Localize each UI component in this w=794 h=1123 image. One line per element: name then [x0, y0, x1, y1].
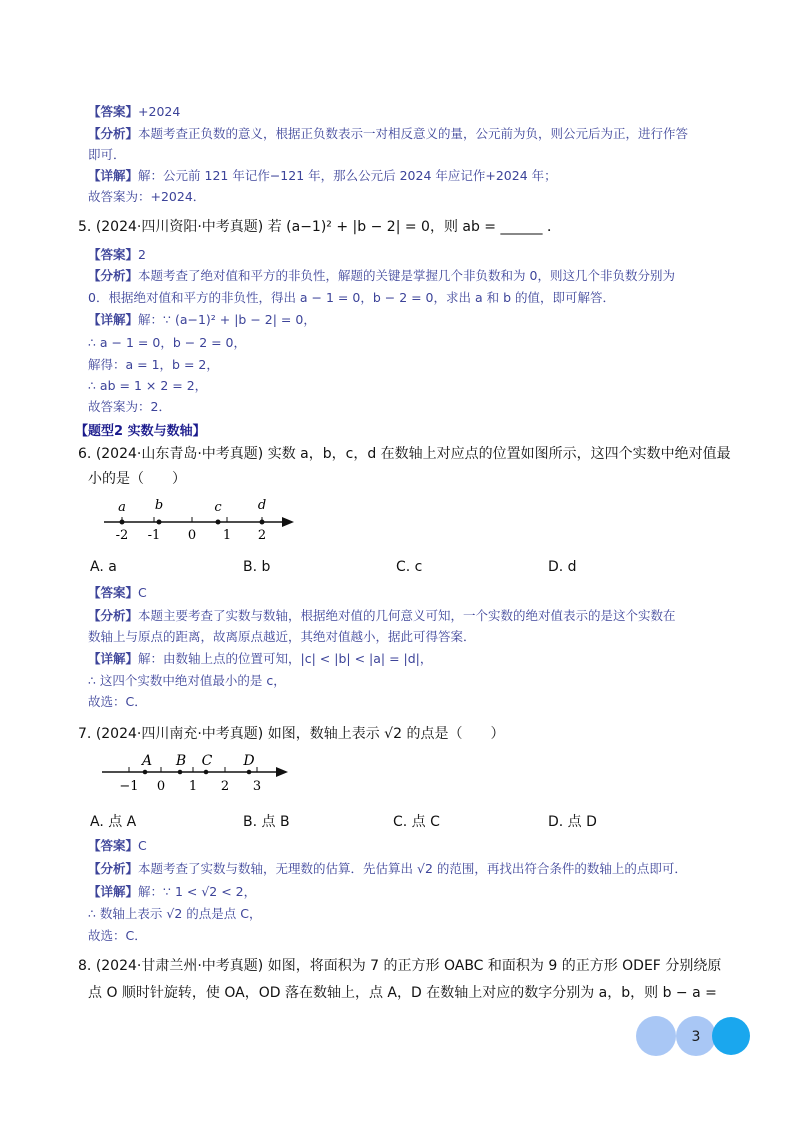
- tick-label: 1: [222, 528, 232, 543]
- point-label: d: [257, 498, 267, 513]
- detail-text: 解：∵ 1 < √2 < 2，: [138, 884, 257, 899]
- section-heading: 【题型2 实数与数轴】: [75, 424, 206, 439]
- axis-arrow: [276, 767, 288, 777]
- analysis-text: 数轴上与原点的距离，故离原点越近，其绝对值越小，据此可得答案．: [88, 629, 476, 644]
- detail-text: ∴ a − 1 = 0，b − 2 = 0，: [88, 335, 247, 350]
- point-A: [143, 770, 148, 775]
- question-text: 小的是（ ）: [88, 471, 186, 487]
- detail-text: ∴ ab = 1 × 2 = 2，: [88, 378, 208, 393]
- answer-tag: 【答案】: [88, 585, 139, 600]
- question-text: (2024·四川资阳·中考真题) 若 (a−1)² + |b − 2| = 0，则 ab = ______ ．: [95, 219, 561, 235]
- tick-label: 2: [257, 528, 267, 543]
- question-8: [78, 954, 721, 978]
- point-label: c: [214, 500, 222, 515]
- detail-text: 故答案为：+2024．: [88, 189, 206, 204]
- option-c[interactable]: C. c: [396, 559, 423, 575]
- answer-tag: 【答案】: [88, 104, 139, 119]
- detail-text: 故答案为：2．: [88, 399, 171, 414]
- answer-tag: 【答案】: [88, 838, 139, 853]
- point-c: [216, 520, 221, 525]
- question-number: 7.: [78, 726, 92, 742]
- option-c[interactable]: C. 点 C: [393, 814, 440, 830]
- analysis-text: 本题考查了实数与数轴，无理数的估算．先估算出 √2 的范围，再找出符合条件的数轴上的点即可．: [138, 861, 687, 876]
- point-C: [204, 770, 209, 775]
- tick-label: 1: [188, 779, 198, 794]
- tick-label: -2: [115, 528, 129, 543]
- page-number: 3: [691, 1029, 701, 1045]
- detail-text: 解：∵ (a−1)² + |b − 2| = 0，: [138, 312, 316, 327]
- analysis-text: 本题主要考查了实数与数轴，根据绝对值的几何意义可知，一个实数的绝对值表示的是这个实数在: [138, 608, 676, 623]
- tick-label: 0: [187, 528, 197, 543]
- question-number: 8.: [78, 958, 92, 974]
- page-number-badge: [634, 1015, 754, 1059]
- tick-label: -1: [147, 528, 161, 543]
- analysis-text: 本题考查正负数的意义，根据正负数表示一对相反意义的量，公元前为负，则公元后为正，进行作答: [138, 126, 689, 141]
- point-label: A: [141, 753, 153, 769]
- analysis-tag: 【分析】: [88, 126, 139, 141]
- answer-value: +2024: [138, 104, 181, 119]
- analysis-text: 即可．: [88, 147, 126, 162]
- tick-label: −1: [119, 779, 139, 794]
- option-d[interactable]: D. d: [548, 559, 577, 575]
- point-label: B: [175, 753, 187, 769]
- answer-tag: 【答案】: [88, 247, 139, 262]
- tick-label: 3: [252, 779, 262, 794]
- question-text: (2024·四川南充·中考真题) 如图，数轴上表示 √2 的点是（ ）: [95, 726, 505, 742]
- detail-text: 故选：C．: [88, 928, 147, 943]
- detail-tag: 【详解】: [88, 168, 139, 183]
- question-text: 点 O 顺时针旋转，使 OA，OD 落在数轴上，点 A，D 在数轴上对应的数字分别为 a，b，则 b − a =: [88, 985, 717, 1001]
- option-a[interactable]: A. a: [90, 559, 117, 575]
- detail-text: 解：公元前 121 年记作−121 年，那么公元后 2024 年应记作+2024 年；: [138, 168, 557, 183]
- badge-light-circle: [636, 1016, 676, 1056]
- analysis-tag: 【分析】: [88, 268, 139, 283]
- question-number: 6.: [78, 446, 92, 462]
- analysis-text: 本题考查了绝对值和平方的非负性，解题的关键是掌握几个非负数和为 0，则这几个非负数分别为: [138, 268, 675, 283]
- axis-arrow: [282, 517, 294, 527]
- number-line-figure-6: [100, 495, 300, 545]
- question-7: [78, 722, 504, 746]
- tick-label: 2: [220, 779, 230, 794]
- point-label: a: [118, 500, 126, 515]
- detail-text: ∴ 这四个实数中绝对值最小的是 c，: [88, 673, 286, 688]
- point-d: [260, 520, 265, 525]
- point-label: b: [154, 498, 164, 513]
- option-d[interactable]: D. 点 D: [548, 814, 597, 830]
- point-a: [120, 520, 125, 525]
- point-b: [157, 520, 162, 525]
- question-6: [78, 442, 731, 466]
- detail-text: 故选：C．: [88, 694, 147, 709]
- analysis-tag: 【分析】: [88, 608, 139, 623]
- option-b[interactable]: B. 点 B: [243, 814, 290, 830]
- point-B: [178, 770, 183, 775]
- question-text: (2024·山东青岛·中考真题) 实数 a，b，c，d 在数轴上对应点的位置如图所示，这四个实数中绝对值最: [95, 446, 731, 462]
- option-a[interactable]: A. 点 A: [90, 814, 137, 830]
- detail-text: 解：由数轴上点的位置可知，|c| < |b| < |a| = |d|，: [138, 651, 433, 666]
- point-D: [247, 770, 252, 775]
- detail-tag: 【详解】: [88, 651, 139, 666]
- detail-text: 解得：a = 1，b = 2，: [88, 357, 219, 372]
- number-line-figure-7: [100, 750, 295, 795]
- detail-tag: 【详解】: [88, 884, 139, 899]
- point-label: C: [201, 753, 213, 769]
- detail-text: ∴ 数轴上表示 √2 的点是点 C，: [88, 906, 262, 921]
- detail-tag: 【详解】: [88, 312, 139, 327]
- tick-label: 0: [156, 779, 166, 794]
- analysis-text: 0．根据绝对值和平方的非负性，得出 a − 1 = 0，b − 2 = 0，求出 a 和 b 的值，即可解答．: [88, 290, 616, 305]
- answer-value: 2: [138, 247, 146, 262]
- point-label: D: [243, 753, 255, 769]
- answer-value: C: [138, 585, 147, 600]
- question-number: 5.: [78, 219, 92, 235]
- badge-dark-circle: [712, 1017, 750, 1055]
- analysis-tag: 【分析】: [88, 861, 139, 876]
- answer-value: C: [138, 838, 147, 853]
- question-5: [78, 215, 561, 239]
- question-text: (2024·甘肃兰州·中考真题) 如图，将面积为 7 的正方形 OABC 和面积为 9 的正方形 ODEF 分别绕原: [95, 958, 722, 974]
- option-b[interactable]: B. b: [243, 559, 271, 575]
